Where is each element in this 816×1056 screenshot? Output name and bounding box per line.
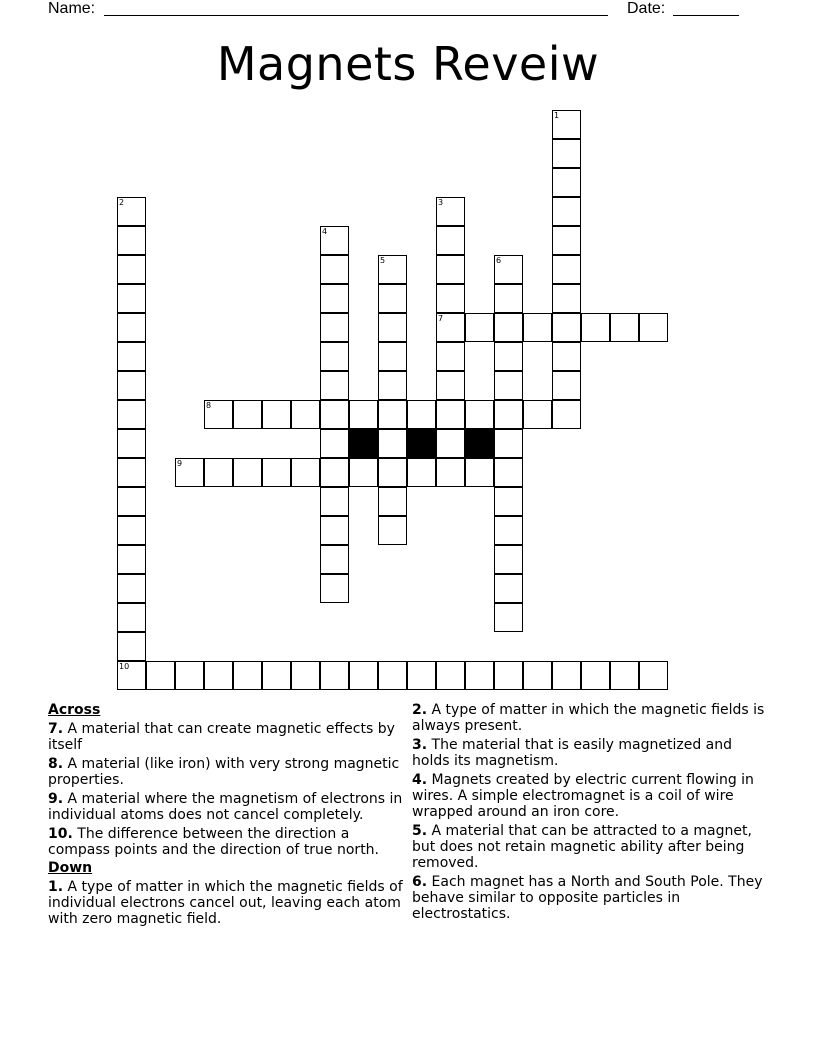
grid-cell[interactable]	[378, 284, 407, 313]
grid-cell[interactable]	[320, 313, 349, 342]
grid-cell[interactable]	[523, 313, 552, 342]
grid-cell[interactable]	[494, 371, 523, 400]
grid-cell[interactable]	[552, 255, 581, 284]
clue-number: 3.	[412, 737, 428, 753]
grid-cell[interactable]	[610, 313, 639, 342]
grid-cell[interactable]	[494, 429, 523, 458]
cell-number: 6	[496, 256, 502, 265]
grid-cell[interactable]	[436, 197, 465, 226]
cell-number: 2	[119, 198, 125, 207]
down-clue	[412, 823, 772, 871]
grid-cell[interactable]	[117, 226, 146, 255]
clue-text: A material that can be attracted to a magnet, but does not retain magnetic ability after being removed.	[412, 823, 752, 871]
grid-cell[interactable]	[320, 400, 349, 429]
grid-cell[interactable]	[552, 110, 581, 139]
grid-cell[interactable]	[117, 284, 146, 313]
clues-right-column	[412, 702, 772, 922]
grid-cell[interactable]	[494, 255, 523, 284]
black-square	[349, 429, 378, 458]
clues-left-column	[48, 702, 408, 927]
grid-cell[interactable]	[494, 284, 523, 313]
grid-cell[interactable]	[117, 255, 146, 284]
across-clue	[48, 826, 408, 858]
grid-cell[interactable]	[494, 313, 523, 342]
grid-cell[interactable]	[523, 661, 552, 690]
down-clue	[48, 879, 408, 927]
grid-cell[interactable]	[349, 661, 378, 690]
cell-number: 3	[438, 198, 444, 207]
name-label: Name:	[48, 0, 96, 17]
clue-text: The material that is easily magnetized and holds its magnetism.	[412, 737, 733, 769]
clue-text: Each magnet has a North and South Pole. They behave similar to opposite particles in electrostatics.	[412, 874, 763, 922]
grid-cell[interactable]	[552, 226, 581, 255]
grid-cell[interactable]	[378, 661, 407, 690]
grid-cell[interactable]	[349, 400, 378, 429]
grid-cell[interactable]	[494, 458, 523, 487]
clue-number: 8.	[48, 756, 64, 772]
clue-number: 9.	[48, 791, 64, 807]
down-clue	[412, 874, 772, 922]
grid-cell[interactable]	[378, 342, 407, 371]
down-clue	[412, 702, 772, 734]
grid-cell[interactable]	[552, 342, 581, 371]
grid-cell[interactable]	[436, 226, 465, 255]
grid-cell[interactable]	[262, 661, 291, 690]
grid-cell[interactable]	[436, 429, 465, 458]
grid-cell[interactable]	[349, 458, 378, 487]
grid-cell[interactable]	[117, 400, 146, 429]
across-heading: Across	[48, 702, 101, 718]
grid-cell[interactable]	[494, 516, 523, 545]
grid-cell[interactable]	[117, 632, 146, 661]
grid-cell[interactable]	[320, 516, 349, 545]
grid-cell[interactable]	[233, 400, 262, 429]
grid-cell[interactable]	[378, 487, 407, 516]
grid-cell[interactable]	[378, 516, 407, 545]
grid-cell[interactable]	[320, 284, 349, 313]
grid-cell[interactable]	[378, 458, 407, 487]
grid-cell[interactable]	[320, 342, 349, 371]
cell-number: 9	[177, 459, 183, 468]
across-clue	[48, 756, 408, 788]
clue-number: 1.	[48, 879, 64, 895]
grid-cell[interactable]	[436, 284, 465, 313]
grid-cell[interactable]	[320, 487, 349, 516]
grid-cell[interactable]	[204, 400, 233, 429]
grid-cell[interactable]	[465, 313, 494, 342]
grid-cell[interactable]	[581, 313, 610, 342]
grid-cell[interactable]	[117, 429, 146, 458]
grid-cell[interactable]	[436, 313, 465, 342]
grid-cell[interactable]	[494, 661, 523, 690]
grid-cell[interactable]	[639, 661, 668, 690]
grid-cell[interactable]	[465, 661, 494, 690]
grid-cell[interactable]	[117, 342, 146, 371]
grid-cell[interactable]	[320, 545, 349, 574]
black-square	[407, 429, 436, 458]
black-square	[465, 429, 494, 458]
grid-cell[interactable]	[117, 371, 146, 400]
clue-text: A type of matter in which the magnetic fields is always present.	[412, 702, 765, 734]
clue-number: 4.	[412, 772, 428, 788]
grid-cell[interactable]	[407, 400, 436, 429]
grid-cell[interactable]	[175, 458, 204, 487]
grid-cell[interactable]	[407, 661, 436, 690]
clue-text: Magnets created by electric current flowing in wires. A simple electromagnet is a coil of wire wrapped around an iron core.	[412, 772, 754, 820]
grid-cell[interactable]	[494, 400, 523, 429]
down-clue	[412, 772, 772, 820]
grid-cell[interactable]	[552, 197, 581, 226]
clue-text: A material where the magnetism of electrons in individual atoms does not cancel completely.	[48, 791, 403, 823]
cell-number: 10	[119, 662, 130, 671]
grid-cell[interactable]	[552, 313, 581, 342]
clue-number: 6.	[412, 874, 428, 890]
grid-cell[interactable]	[320, 255, 349, 284]
clue-text: A material that can create magnetic effects by itself	[48, 721, 395, 753]
grid-cell[interactable]	[117, 545, 146, 574]
grid-cell[interactable]	[436, 371, 465, 400]
clue-text: A material (like iron) with very strong magnetic properties.	[48, 756, 400, 788]
grid-cell[interactable]	[552, 284, 581, 313]
grid-cell[interactable]	[204, 458, 233, 487]
grid-cell[interactable]	[117, 197, 146, 226]
grid-cell[interactable]	[291, 458, 320, 487]
clue-number: 7.	[48, 721, 64, 737]
grid-cell[interactable]	[320, 458, 349, 487]
grid-cell[interactable]	[117, 313, 146, 342]
grid-cell[interactable]	[436, 400, 465, 429]
grid-cell[interactable]	[262, 458, 291, 487]
date-label: Date:	[627, 0, 666, 17]
grid-cell[interactable]	[117, 574, 146, 603]
grid-cell[interactable]	[465, 458, 494, 487]
grid-cell[interactable]	[117, 458, 146, 487]
grid-cell[interactable]	[494, 603, 523, 632]
clue-number: 10.	[48, 826, 73, 842]
clue-number: 2.	[412, 702, 428, 718]
grid-cell[interactable]	[320, 429, 349, 458]
cell-number: 4	[322, 227, 328, 236]
grid-cell[interactable]	[378, 400, 407, 429]
grid-cell[interactable]	[117, 516, 146, 545]
grid-cell[interactable]	[378, 371, 407, 400]
grid-cell[interactable]	[552, 139, 581, 168]
across-clue	[48, 721, 408, 753]
grid-cell[interactable]	[610, 661, 639, 690]
grid-cell[interactable]	[291, 400, 320, 429]
grid-cell[interactable]	[639, 313, 668, 342]
grid-cell[interactable]	[146, 661, 175, 690]
grid-cell[interactable]	[552, 371, 581, 400]
grid-cell[interactable]	[378, 313, 407, 342]
grid-cell[interactable]	[407, 458, 436, 487]
grid-cell[interactable]	[436, 255, 465, 284]
across-clue	[48, 791, 408, 823]
grid-cell[interactable]	[320, 371, 349, 400]
cell-number: 1	[554, 111, 560, 120]
grid-cell[interactable]	[117, 661, 146, 690]
cell-number: 7	[438, 314, 444, 323]
grid-cell[interactable]	[494, 545, 523, 574]
grid-cell[interactable]	[233, 458, 262, 487]
grid-cell[interactable]	[175, 661, 204, 690]
down-clue	[412, 737, 772, 769]
grid-cell[interactable]	[320, 661, 349, 690]
grid-cell[interactable]	[233, 661, 262, 690]
clue-text: A type of matter in which the magnetic fields of individual electrons cancel out, leaving each atom with zero magnetic field.	[48, 879, 403, 927]
grid-cell[interactable]	[552, 400, 581, 429]
grid-cell[interactable]	[117, 487, 146, 516]
grid-cell[interactable]	[552, 168, 581, 197]
grid-cell[interactable]	[581, 661, 610, 690]
down-heading: Down	[48, 860, 93, 876]
clue-text: The difference between the direction a compass points and the direction of true north.	[48, 826, 380, 858]
cell-number: 5	[380, 256, 386, 265]
grid-cell[interactable]	[117, 603, 146, 632]
clue-number: 5.	[412, 823, 428, 839]
grid-cell[interactable]	[378, 255, 407, 284]
grid-cell[interactable]	[204, 661, 233, 690]
grid-cell[interactable]	[494, 487, 523, 516]
grid-cell[interactable]	[436, 342, 465, 371]
cell-number: 8	[206, 401, 212, 410]
grid-cell[interactable]	[320, 574, 349, 603]
grid-cell[interactable]	[436, 661, 465, 690]
grid-cell[interactable]	[436, 458, 465, 487]
grid-cell[interactable]	[523, 400, 552, 429]
grid-cell[interactable]	[494, 574, 523, 603]
page-title: Magnets Reveiw	[216, 37, 600, 91]
grid-cell[interactable]	[262, 400, 291, 429]
grid-cell[interactable]	[465, 400, 494, 429]
grid-cell[interactable]	[494, 342, 523, 371]
grid-cell[interactable]	[378, 429, 407, 458]
grid-cell[interactable]	[320, 226, 349, 255]
grid-cell[interactable]	[291, 661, 320, 690]
grid-cell[interactable]	[552, 661, 581, 690]
